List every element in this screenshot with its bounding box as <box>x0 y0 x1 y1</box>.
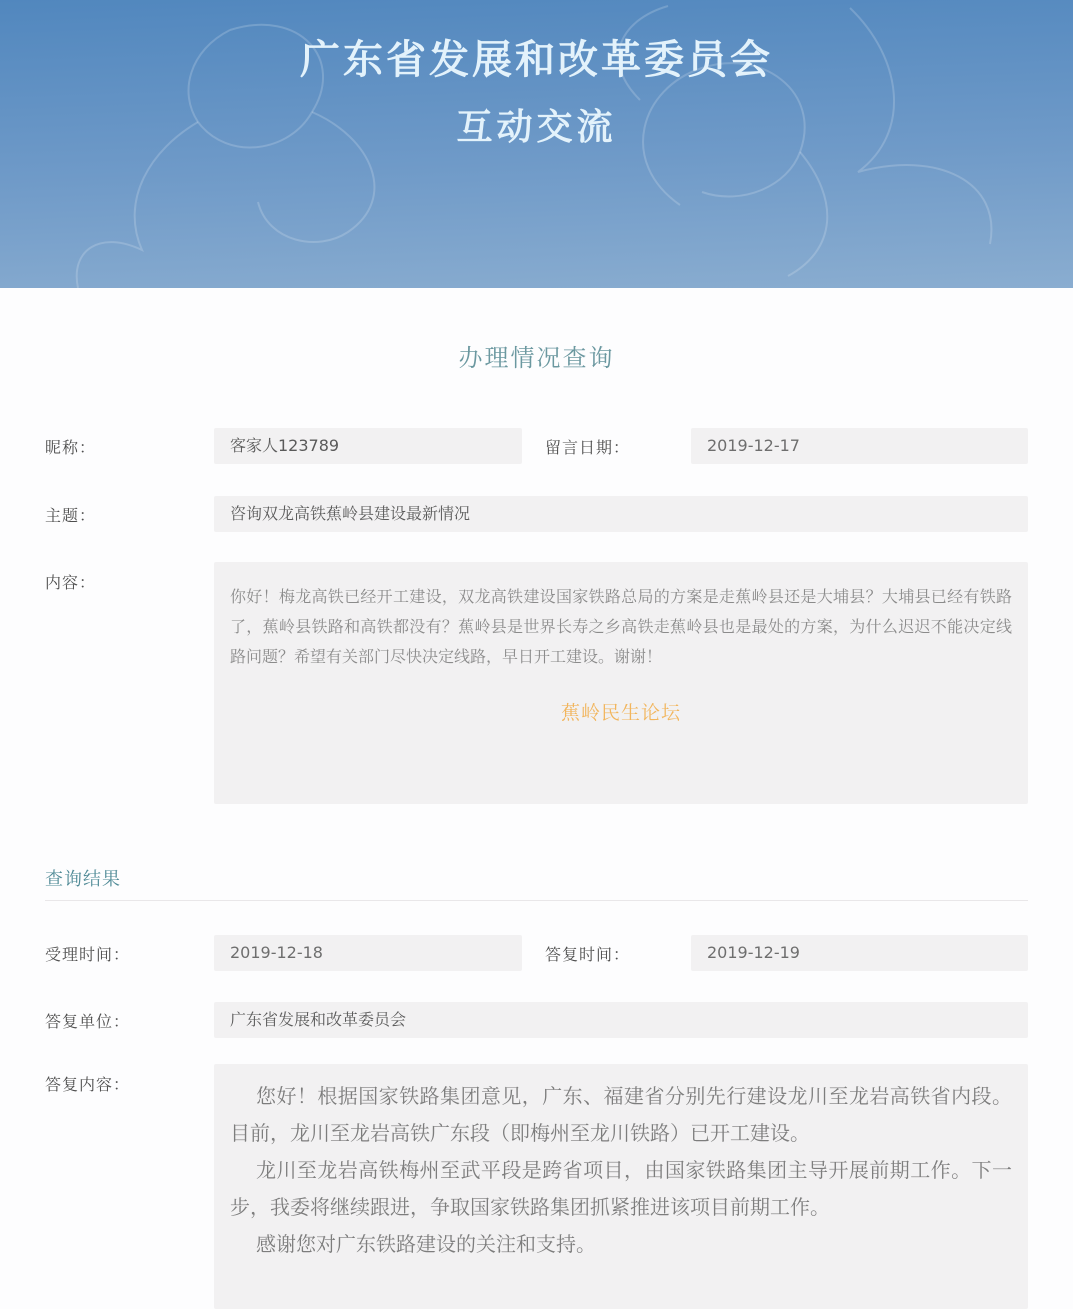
hero-header <box>0 0 1073 288</box>
reply-time-label: 答复时间： <box>545 944 631 964</box>
subject-label: 主题： <box>45 505 97 525</box>
content-row <box>45 562 1028 804</box>
page-title: 办理情况查询 <box>458 344 615 372</box>
section-divider <box>45 900 1028 901</box>
reply-content-label: 答复内容： <box>45 1075 131 1094</box>
content-label: 内容： <box>45 573 97 592</box>
content-box[interactable] <box>214 562 1028 804</box>
site-title: 广东省发展和改革委员会 <box>300 37 773 83</box>
accept-time-field[interactable]: 2019-12-18 <box>214 935 522 971</box>
main-content <box>0 288 1073 1309</box>
subject-field[interactable]: 咨询双龙高铁蕉岭县建设最新情况 <box>214 496 1028 532</box>
section-title-query-result: 查询结果 <box>45 869 121 890</box>
reply-time-field[interactable]: 2019-12-19 <box>691 935 1028 971</box>
nickname-date-row <box>45 428 1028 464</box>
reply-content-row <box>45 1064 1028 1309</box>
page-section-title: 互动交流 <box>456 107 617 148</box>
reply-unit-label: 答复单位： <box>45 1011 131 1031</box>
reply-paragraph: 感谢您对广东铁路建设的关注和支持。 <box>256 1232 596 1256</box>
message-date-label: 留言日期： <box>545 437 631 457</box>
reply-unit-field[interactable]: 广东省发展和改革委员会 <box>214 1002 1028 1038</box>
accept-reply-time-row <box>45 935 1028 971</box>
reply-unit-row <box>45 1002 1028 1038</box>
forum-watermark-text: 蕉岭民生论坛 <box>560 702 681 724</box>
accept-time-label: 受理时间： <box>45 944 131 964</box>
reply-content-box[interactable] <box>214 1064 1028 1309</box>
nickname-label: 昵称： <box>45 437 97 457</box>
message-date-field[interactable]: 2019-12-17 <box>691 428 1028 464</box>
reply-paragraph: 龙川至龙岩高铁梅州至武平段是跨省项目，由国家铁路集团主导开展前期工作。下一步，我委将继续跟进，争取国家铁路集团抓紧推进该项目前期工作。 <box>230 1158 1012 1219</box>
message-content-text: 你好！梅龙高铁已经开工建设，双龙高铁建设国家铁路总局的方案是走蕉岭县还是大埔县？大埔县已经有铁路了，蕉岭县铁路和高铁都没有？蕉岭县是世界长寿之乡高铁走蕉岭县也是最处的方案，为什么迟迟不能决定线路问题？希望有关部门尽快决定线路，早日开工建设。谢谢！ <box>230 587 1012 666</box>
nickname-field[interactable]: 客家人123789 <box>214 428 522 464</box>
reply-paragraph: 您好！根据国家铁路集团意见，广东、福建省分别先行建设龙川至龙岩高铁省内段。目前，龙川至龙岩高铁广东段（即梅州至龙川铁路）已开工建设。 <box>230 1084 1012 1145</box>
subject-row <box>45 496 1028 532</box>
